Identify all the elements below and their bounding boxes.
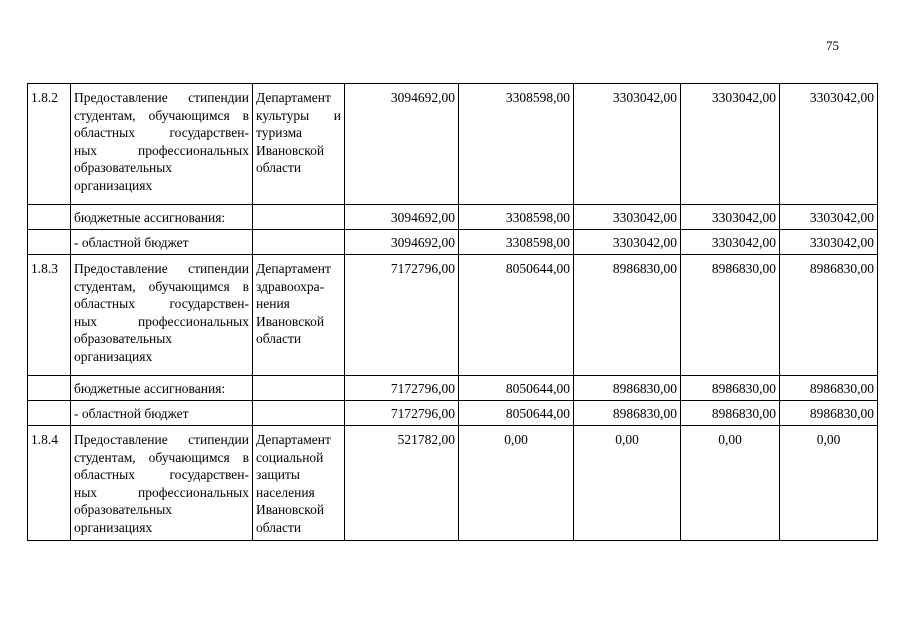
- description-line: организациях: [74, 177, 153, 193]
- item-description: [71, 84, 253, 205]
- table-row: [28, 84, 878, 205]
- amount-cell: 3303042,00: [780, 205, 878, 230]
- amount-cell: 8986830,00: [681, 255, 780, 376]
- item-description: [71, 426, 253, 541]
- amount-cell: 8986830,00: [681, 401, 780, 426]
- table-subrow: [28, 401, 878, 426]
- amount-cell: 8050644,00: [459, 401, 574, 426]
- amount-cell: 3303042,00: [574, 205, 681, 230]
- amount-cell: 3303042,00: [780, 230, 878, 255]
- description-line: образовательных: [74, 331, 173, 347]
- item-code-empty: [28, 376, 71, 401]
- amount-cell: 0,00: [681, 426, 780, 541]
- amount-cell: 3303042,00: [574, 84, 681, 205]
- page-number: 75: [826, 38, 839, 53]
- amount-cell: 8986830,00: [780, 255, 878, 376]
- executor-line: нения: [256, 296, 290, 312]
- description-line: ных профессиональных: [74, 313, 249, 329]
- description-line: областных государствен-: [74, 467, 249, 483]
- executor-line: культуры и: [256, 107, 341, 123]
- item-executor: [253, 426, 345, 541]
- item-executor: [253, 84, 345, 205]
- amount-cell: 3303042,00: [574, 230, 681, 255]
- amount-cell: 3308598,00: [459, 230, 574, 255]
- executor-line: Департамент: [256, 432, 331, 447]
- funding-label: - областной бюджет: [71, 401, 253, 426]
- amount-cell: 8986830,00: [780, 401, 878, 426]
- executor-line: туризма: [256, 125, 303, 141]
- description-line: Предоставление стипендии: [74, 432, 249, 447]
- table-subrow: [28, 376, 878, 401]
- table-subrow: [28, 230, 878, 255]
- description-line: ных профессиональных: [74, 484, 249, 500]
- item-code: 1.8.2: [28, 84, 71, 205]
- funding-label: - областной бюджет: [71, 230, 253, 255]
- executor-line: Ивановской: [256, 142, 325, 158]
- executor-line: социальной: [256, 449, 324, 465]
- amount-cell: 3094692,00: [345, 205, 459, 230]
- description-line: студентам, обучающимся в: [74, 278, 249, 294]
- executor-line: здравоохра-: [256, 278, 325, 294]
- item-executor-empty: [253, 376, 345, 401]
- item-executor: [253, 255, 345, 376]
- executor-line: области: [256, 331, 302, 347]
- executor-line: Департамент: [256, 261, 331, 276]
- budget-table: [27, 83, 878, 541]
- description-line: организациях: [74, 348, 153, 364]
- amount-cell: 3303042,00: [681, 230, 780, 255]
- amount-cell: 3094692,00: [345, 230, 459, 255]
- table-subrow: [28, 205, 878, 230]
- amount-cell: 3303042,00: [681, 205, 780, 230]
- amount-cell: 0,00: [459, 426, 574, 541]
- item-code-empty: [28, 230, 71, 255]
- description-line: студентам, обучающимся в: [74, 107, 249, 123]
- amount-cell: 3303042,00: [780, 84, 878, 205]
- table-body: [28, 84, 878, 541]
- amount-cell: 0,00: [780, 426, 878, 541]
- item-executor-empty: [253, 205, 345, 230]
- table-row: [28, 255, 878, 376]
- amount-cell: 7172796,00: [345, 401, 459, 426]
- amount-cell: 8050644,00: [459, 376, 574, 401]
- executor-line: Ивановской: [256, 502, 325, 518]
- item-executor-empty: [253, 401, 345, 426]
- amount-cell: 7172796,00: [345, 376, 459, 401]
- item-executor-empty: [253, 230, 345, 255]
- item-code-empty: [28, 205, 71, 230]
- description-line: ных профессиональных: [74, 142, 249, 158]
- amount-cell: 8986830,00: [574, 401, 681, 426]
- item-code: 1.8.4: [28, 426, 71, 541]
- description-line: образовательных: [74, 502, 173, 518]
- amount-cell: 3303042,00: [681, 84, 780, 205]
- description-line: областных государствен-: [74, 125, 249, 141]
- amount-cell: 8986830,00: [681, 376, 780, 401]
- executor-line: населения: [256, 484, 315, 500]
- amount-cell: 8986830,00: [574, 376, 681, 401]
- amount-cell: 8986830,00: [780, 376, 878, 401]
- amount-cell: 3308598,00: [459, 84, 574, 205]
- amount-cell: 521782,00: [345, 426, 459, 541]
- amount-cell: 3308598,00: [459, 205, 574, 230]
- executor-line: области: [256, 519, 302, 535]
- item-code-empty: [28, 401, 71, 426]
- executor-line: области: [256, 160, 302, 176]
- description-line: образовательных: [74, 160, 173, 176]
- executor-line: Департамент: [256, 90, 331, 105]
- funding-label: бюджетные ассигнования:: [71, 376, 253, 401]
- description-line: Предоставление стипендии: [74, 261, 249, 276]
- item-description: [71, 255, 253, 376]
- executor-line: защиты: [256, 467, 300, 483]
- amount-cell: 3094692,00: [345, 84, 459, 205]
- description-line: областных государствен-: [74, 296, 249, 312]
- item-code: 1.8.3: [28, 255, 71, 376]
- table-row: [28, 426, 878, 541]
- funding-label: бюджетные ассигнования:: [71, 205, 253, 230]
- amount-cell: 8986830,00: [574, 255, 681, 376]
- description-line: студентам, обучающимся в: [74, 449, 249, 465]
- amount-cell: 8050644,00: [459, 255, 574, 376]
- amount-cell: 7172796,00: [345, 255, 459, 376]
- description-line: организациях: [74, 519, 153, 535]
- description-line: Предоставление стипендии: [74, 90, 249, 105]
- executor-line: Ивановской: [256, 313, 325, 329]
- amount-cell: 0,00: [574, 426, 681, 541]
